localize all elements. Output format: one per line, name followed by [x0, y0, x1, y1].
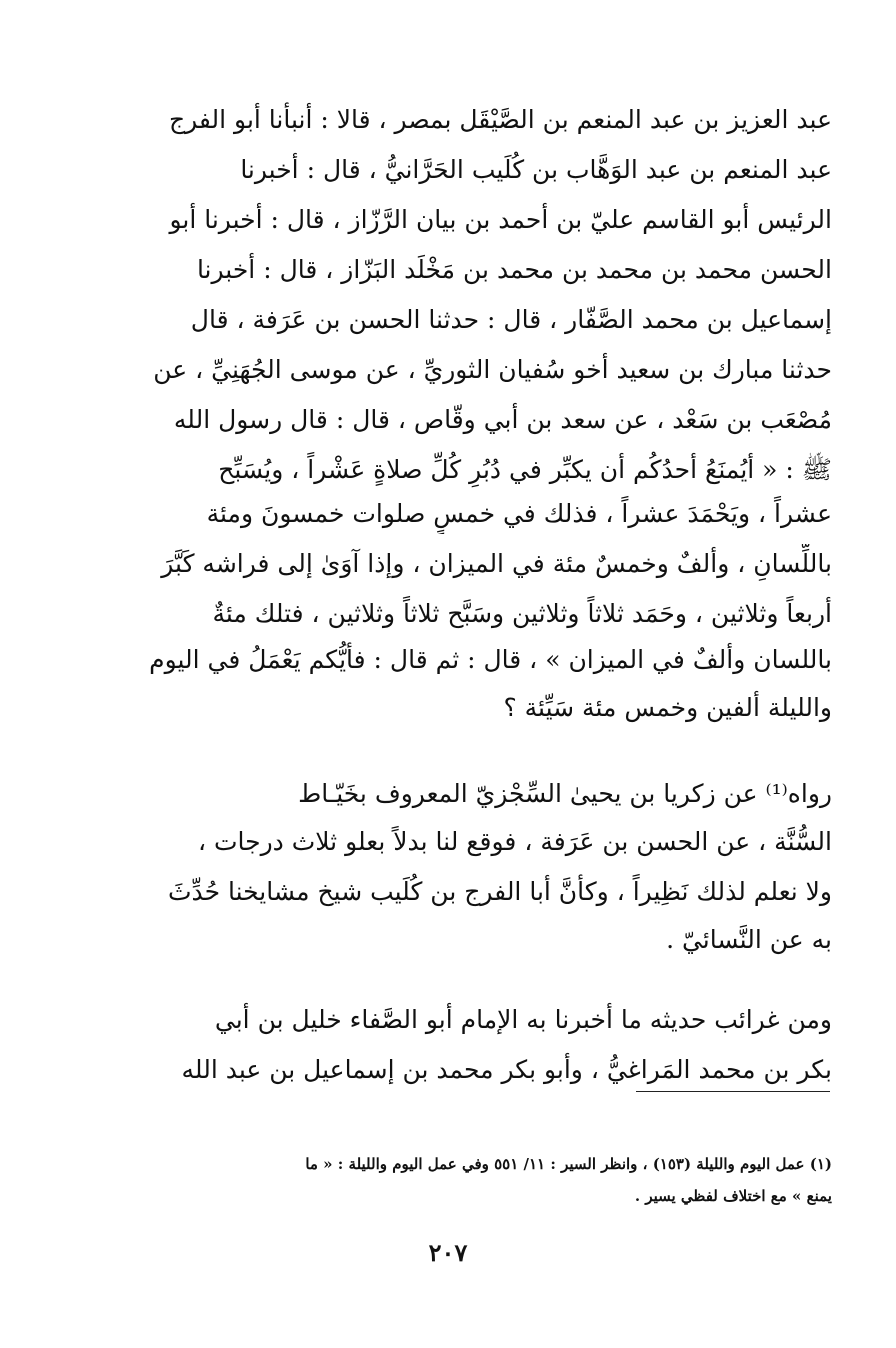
text-line: ومن غرائب حديثه ما أخبرنا به الإمام أبو الصَّفاء خليل بن أبي [214, 1005, 832, 1034]
text-line: الرئيس أبو القاسم عليّ بن أحمد بن بيان الرَّزّاز ، قال : أخبرنا أبو [169, 205, 832, 234]
text-line: حدثنا مبارك بن سعيد أخو سُفيان الثوريِّ ، عن موسى الجُهَنِيِّ ، عن [153, 355, 832, 384]
text-line: الحسن محمد بن محمد بن محمد بن مَخْلَد البَزّاز ، قال : أخبرنا [196, 255, 832, 284]
text-line: والليلة ألفين وخمس مئة سَيِّئة ؟ [503, 693, 832, 722]
text-line: بكر بن محمد المَراغيُّ ، وأبو بكر محمد بن إسماعيل بن عبد الله [181, 1055, 832, 1084]
text-line: رواه⁽¹⁾ عن زكريا بن يحيىٰ السِّجْزيّ المعروف بخَيّـاط [298, 779, 832, 808]
text-line: عبد العزيز بن عبد المنعم بن الصَّيْقَل بمصر ، قالا : أنبأنا أبو الفرج [168, 105, 832, 134]
text-line: السُّنَّة ، عن الحسن بن عَرَفة ، فوقع لنا بدلاً بعلو ثلاث درجات ، [197, 827, 832, 856]
page-number: ٢٠٧ [428, 1238, 468, 1267]
footnote-line: يمنع » مع اختلاف لفظي يسير . [634, 1187, 832, 1205]
footnote-separator [636, 1091, 830, 1092]
text-line: مُصْعَب بن سَعْد ، عن سعد بن أبي وقّاص ، قال : قال رسول الله [173, 405, 832, 434]
text-line: أربعاً وثلاثين ، وحَمَد ثلاثاً وثلاثين وسَبَّح ثلاثاً وثلاثين ، فتلك مئةٌ [212, 599, 832, 628]
text-line: عشراً ، ويَحْمَدَ عشراً ، فذلك في خمسٍ صلوات خمسونَ ومئة [206, 499, 832, 528]
text-line: باللِّسانِ ، وألفٌ وخمسٌ مئة في الميزان ، وإذا آوَىٰ إلى فراشه كَبَّرَ [161, 549, 832, 578]
text-line: باللسان وألفٌ في الميزان » ، قال : ثم قال : فأيُّكم يَعْمَلُ في اليوم [149, 645, 832, 674]
text-line: ﷺ : « أيُمنَعُ أحدُكُم أن يكبِّر في دُبُرِ كُلِّ صلاةٍ عَشْراً ، ويُسَبِّح [218, 455, 832, 484]
text-line: ولا نعلم لذلك نَظِيراً ، وكأنَّ أبا الفرج بن كُلَيب شيخ مشايخنا حُدِّثَ [167, 877, 832, 906]
text-line: به عن النَّسائيّ . [666, 925, 832, 954]
text-line: عبد المنعم بن عبد الوَهَّاب بن كُلَيب الحَرَّانيُّ ، قال : أخبرنا [240, 155, 832, 184]
footnote-line: (١) عمل اليوم والليلة (١٥٣) ، وانظر السير : ١١/ ٥٥١ وفي عمل اليوم والليلة : « ما [305, 1155, 832, 1173]
text-line: إسماعيل بن محمد الصَّفّار ، قال : حدثنا الحسن بن عَرَفة ، قال [190, 305, 832, 334]
